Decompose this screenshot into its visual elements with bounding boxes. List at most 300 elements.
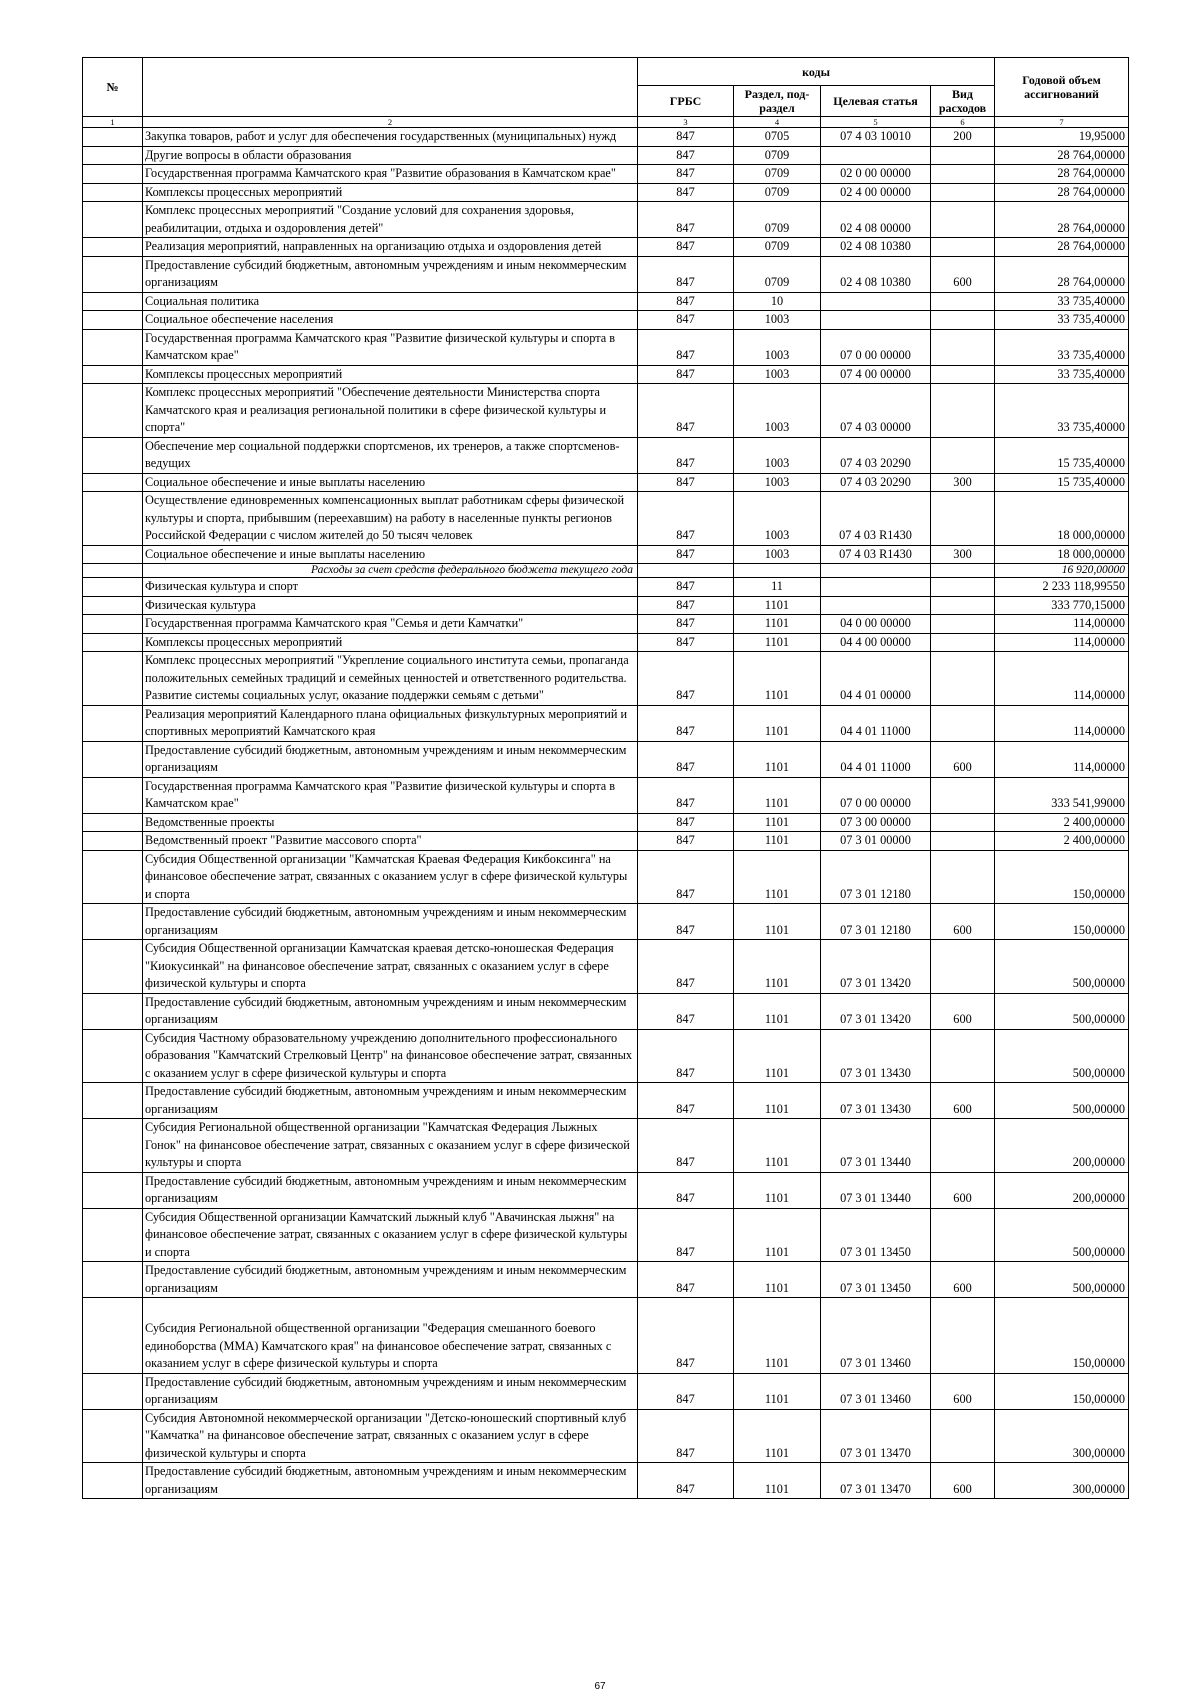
row-target-article-cell: 04 4 01 11000 xyxy=(821,741,931,777)
row-expense-type-cell xyxy=(931,850,995,904)
row-name-cell: Комплексы процессных мероприятий xyxy=(143,633,638,652)
row-grbs-cell xyxy=(638,564,734,578)
row-number-cell xyxy=(83,545,143,564)
table-row xyxy=(83,256,1129,292)
row-razdel-cell: 0705 xyxy=(734,128,821,147)
row-amount-cell: 33 735,40000 xyxy=(995,329,1129,365)
row-number-cell xyxy=(83,292,143,311)
table-row xyxy=(83,578,1129,597)
budget-table-sheet xyxy=(82,57,1128,1499)
header-target-article: Целевая статья xyxy=(821,86,931,117)
row-amount-cell: 500,00000 xyxy=(995,1262,1129,1298)
row-amount-cell: 114,00000 xyxy=(995,705,1129,741)
row-number-cell xyxy=(83,1463,143,1499)
table-row xyxy=(83,615,1129,634)
row-number-cell xyxy=(83,813,143,832)
table-row xyxy=(83,492,1129,546)
row-grbs-cell: 847 xyxy=(638,832,734,851)
row-number-cell xyxy=(83,256,143,292)
row-expense-type-cell xyxy=(931,832,995,851)
row-razdel-cell: 1101 xyxy=(734,1208,821,1262)
row-grbs-cell: 847 xyxy=(638,202,734,238)
row-amount-cell: 33 735,40000 xyxy=(995,365,1129,384)
table-row xyxy=(83,437,1129,473)
page-number: 67 xyxy=(594,1681,606,1692)
header-codes: коды xyxy=(638,58,995,86)
row-expense-type-cell xyxy=(931,238,995,257)
row-target-article-cell: 07 3 01 13440 xyxy=(821,1172,931,1208)
row-grbs-cell: 847 xyxy=(638,1298,734,1374)
row-number-cell xyxy=(83,1298,143,1374)
row-grbs-cell: 847 xyxy=(638,1119,734,1173)
column-number-5: 5 xyxy=(821,117,931,128)
header-annual-volume: Годовой объем ассигнований xyxy=(995,58,1129,117)
row-name-cell: Комплекс процессных мероприятий "Создание условий для сохранения здоровья, реабилитации, отдыха и оздоровления детей" xyxy=(143,202,638,238)
row-number-cell xyxy=(83,1262,143,1298)
table-row xyxy=(83,832,1129,851)
row-target-article-cell: 07 3 01 12180 xyxy=(821,850,931,904)
table-row xyxy=(83,1119,1129,1173)
row-grbs-cell: 847 xyxy=(638,384,734,438)
row-grbs-cell: 847 xyxy=(638,311,734,330)
row-target-article-cell xyxy=(821,578,931,597)
row-name-cell: Социальное обеспечение населения xyxy=(143,311,638,330)
row-expense-type-cell xyxy=(931,1208,995,1262)
table-row xyxy=(83,904,1129,940)
row-target-article-cell xyxy=(821,311,931,330)
row-grbs-cell: 847 xyxy=(638,329,734,365)
row-grbs-cell: 847 xyxy=(638,1463,734,1499)
row-amount-cell: 33 735,40000 xyxy=(995,311,1129,330)
row-grbs-cell: 847 xyxy=(638,741,734,777)
row-amount-cell: 333 541,99000 xyxy=(995,777,1129,813)
row-number-cell xyxy=(83,633,143,652)
row-razdel-cell: 1101 xyxy=(734,705,821,741)
row-number-cell xyxy=(83,652,143,706)
row-razdel-cell: 0709 xyxy=(734,165,821,184)
row-expense-type-cell xyxy=(931,1029,995,1083)
row-amount-cell: 300,00000 xyxy=(995,1463,1129,1499)
row-amount-cell: 500,00000 xyxy=(995,1208,1129,1262)
table-row xyxy=(83,146,1129,165)
row-amount-cell: 114,00000 xyxy=(995,652,1129,706)
row-target-article-cell: 07 4 03 R1430 xyxy=(821,492,931,546)
row-target-article-cell: 07 3 01 13460 xyxy=(821,1298,931,1374)
row-number-cell xyxy=(83,1172,143,1208)
row-razdel-cell: 1101 xyxy=(734,993,821,1029)
row-grbs-cell: 847 xyxy=(638,1083,734,1119)
row-name-cell: Социальное обеспечение и иные выплаты населению xyxy=(143,473,638,492)
row-target-article-cell: 07 4 03 10010 xyxy=(821,128,931,147)
row-number-cell xyxy=(83,596,143,615)
row-number-cell xyxy=(83,384,143,438)
row-amount-cell: 200,00000 xyxy=(995,1172,1129,1208)
row-amount-cell: 18 000,00000 xyxy=(995,492,1129,546)
row-name-cell: Реализация мероприятий Календарного плана официальных физкультурных мероприятий и спортивных мероприятий Камчатского края xyxy=(143,705,638,741)
row-razdel-cell: 1101 xyxy=(734,1083,821,1119)
row-grbs-cell: 847 xyxy=(638,813,734,832)
row-target-article-cell: 07 3 01 13430 xyxy=(821,1029,931,1083)
row-name-cell: Предоставление субсидий бюджетным, автономным учреждениям и иным некоммерческим организациям xyxy=(143,904,638,940)
row-number-cell xyxy=(83,492,143,546)
row-name-cell: Предоставление субсидий бюджетным, автономным учреждениям и иным некоммерческим организациям xyxy=(143,1083,638,1119)
row-grbs-cell: 847 xyxy=(638,904,734,940)
row-target-article-cell: 07 3 01 13460 xyxy=(821,1373,931,1409)
table-row xyxy=(83,165,1129,184)
row-amount-cell: 18 000,00000 xyxy=(995,545,1129,564)
table-row xyxy=(83,292,1129,311)
row-grbs-cell: 847 xyxy=(638,993,734,1029)
column-number-1: 1 xyxy=(83,117,143,128)
table-row xyxy=(83,652,1129,706)
row-razdel-cell: 1101 xyxy=(734,1409,821,1463)
row-target-article-cell: 07 3 01 00000 xyxy=(821,832,931,851)
row-target-article-cell: 07 3 01 13450 xyxy=(821,1208,931,1262)
row-razdel-cell: 1003 xyxy=(734,384,821,438)
row-target-article-cell: 07 3 01 13450 xyxy=(821,1262,931,1298)
row-name-cell: Комплексы процессных мероприятий xyxy=(143,183,638,202)
row-name-cell: Предоставление субсидий бюджетным, автономным учреждениям и иным некоммерческим организациям xyxy=(143,1262,638,1298)
row-expense-type-cell: 300 xyxy=(931,473,995,492)
row-target-article-cell xyxy=(821,596,931,615)
row-number-cell xyxy=(83,832,143,851)
row-grbs-cell: 847 xyxy=(638,437,734,473)
row-razdel-cell: 1003 xyxy=(734,329,821,365)
row-number-cell xyxy=(83,183,143,202)
table-row xyxy=(83,633,1129,652)
row-amount-cell: 15 735,40000 xyxy=(995,473,1129,492)
row-expense-type-cell xyxy=(931,384,995,438)
row-razdel-cell: 0709 xyxy=(734,238,821,257)
row-name-cell: Государственная программа Камчатского края "Развитие физической культуры и спорта в Камчатском крае" xyxy=(143,777,638,813)
row-target-article-cell: 04 4 01 11000 xyxy=(821,705,931,741)
row-name-cell: Комплекс процессных мероприятий "Обеспечение деятельности Министерства спорта Камчатского края и реализация региональной политики в сфере физической культуры и спорта" xyxy=(143,384,638,438)
row-expense-type-cell: 600 xyxy=(931,1083,995,1119)
row-grbs-cell: 847 xyxy=(638,1409,734,1463)
column-number-3: 3 xyxy=(638,117,734,128)
row-name-cell: Субсидия Региональной общественной организации "Федерация смешанного боевого единоборства (ММА) Камчатского края" на финансовое обеспечение затрат, связанных с оказанием услуг в сфере физической культуры и спорта xyxy=(143,1298,638,1374)
row-number-cell xyxy=(83,615,143,634)
row-razdel-cell: 1003 xyxy=(734,437,821,473)
row-expense-type-cell: 600 xyxy=(931,1262,995,1298)
table-row xyxy=(83,940,1129,994)
table-row xyxy=(83,596,1129,615)
row-target-article-cell: 07 4 03 20290 xyxy=(821,473,931,492)
row-number-cell xyxy=(83,850,143,904)
row-razdel-cell: 1003 xyxy=(734,311,821,330)
table-body xyxy=(83,128,1129,1499)
table-row xyxy=(83,183,1129,202)
table-row xyxy=(83,1262,1129,1298)
row-amount-cell: 114,00000 xyxy=(995,633,1129,652)
row-number-cell xyxy=(83,146,143,165)
row-name-cell: Субсидия Частному образовательному учреждению дополнительного профессионального образования "Камчатский Стрелковый Центр" на финансовое обеспечение затрат, связанных с оказанием услуг в сфере физической культуры и спорта xyxy=(143,1029,638,1083)
table-row xyxy=(83,993,1129,1029)
row-number-cell xyxy=(83,165,143,184)
row-name-cell: Государственная программа Камчатского края "Развитие образования в Камчатском крае" xyxy=(143,165,638,184)
row-name-cell: Другие вопросы в области образования xyxy=(143,146,638,165)
row-amount-cell: 33 735,40000 xyxy=(995,292,1129,311)
row-name-cell: Субсидия Региональной общественной организации "Камчатская Федерация Лыжных Гонок" на финансовое обеспечение затрат, связанных с оказанием услуг в сфере физической культуры и спорта xyxy=(143,1119,638,1173)
row-expense-type-cell xyxy=(931,437,995,473)
row-grbs-cell: 847 xyxy=(638,292,734,311)
row-target-article-cell: 07 4 03 20290 xyxy=(821,437,931,473)
row-number-cell xyxy=(83,365,143,384)
row-amount-cell: 28 764,00000 xyxy=(995,202,1129,238)
row-expense-type-cell xyxy=(931,578,995,597)
row-grbs-cell: 847 xyxy=(638,633,734,652)
row-target-article-cell: 02 0 00 00000 xyxy=(821,165,931,184)
row-razdel-cell: 1101 xyxy=(734,777,821,813)
row-expense-type-cell xyxy=(931,813,995,832)
row-target-article-cell: 02 4 08 10380 xyxy=(821,238,931,257)
row-grbs-cell: 847 xyxy=(638,473,734,492)
row-target-article-cell: 07 3 01 13470 xyxy=(821,1463,931,1499)
row-number-cell xyxy=(83,1119,143,1173)
row-amount-cell: 2 233 118,99550 xyxy=(995,578,1129,597)
row-expense-type-cell: 600 xyxy=(931,1373,995,1409)
row-number-cell xyxy=(83,777,143,813)
row-expense-type-cell xyxy=(931,311,995,330)
row-number-cell xyxy=(83,311,143,330)
column-number-4: 4 xyxy=(734,117,821,128)
column-number-6: 6 xyxy=(931,117,995,128)
row-name-cell: Субсидия Общественной организации "Камчатская Краевая Федерация Кикбоксинга" на финансовое обеспечение затрат, связанных с оказанием услуг в сфере физической культуры и спорта xyxy=(143,850,638,904)
row-razdel-cell: 1101 xyxy=(734,1373,821,1409)
row-expense-type-cell xyxy=(931,492,995,546)
row-name-cell: Предоставление субсидий бюджетным, автономным учреждениям и иным некоммерческим организациям xyxy=(143,1172,638,1208)
row-expense-type-cell xyxy=(931,365,995,384)
row-target-article-cell: 04 4 00 00000 xyxy=(821,633,931,652)
row-razdel-cell: 1101 xyxy=(734,1119,821,1173)
row-target-article-cell: 02 4 08 00000 xyxy=(821,202,931,238)
row-grbs-cell: 847 xyxy=(638,1373,734,1409)
row-amount-cell: 15 735,40000 xyxy=(995,437,1129,473)
row-expense-type-cell xyxy=(931,202,995,238)
row-grbs-cell: 847 xyxy=(638,615,734,634)
table-row xyxy=(83,545,1129,564)
row-razdel-cell: 10 xyxy=(734,292,821,311)
row-razdel-cell: 1101 xyxy=(734,1262,821,1298)
row-amount-cell: 114,00000 xyxy=(995,615,1129,634)
row-expense-type-cell: 600 xyxy=(931,256,995,292)
table-row xyxy=(83,1409,1129,1463)
row-razdel-cell: 1101 xyxy=(734,1298,821,1374)
row-amount-cell: 2 400,00000 xyxy=(995,813,1129,832)
table-row xyxy=(83,813,1129,832)
row-target-article-cell: 07 3 01 13420 xyxy=(821,940,931,994)
row-expense-type-cell xyxy=(931,1298,995,1374)
row-grbs-cell: 847 xyxy=(638,256,734,292)
row-number-cell xyxy=(83,329,143,365)
row-grbs-cell: 847 xyxy=(638,578,734,597)
row-amount-cell: 28 764,00000 xyxy=(995,256,1129,292)
row-grbs-cell: 847 xyxy=(638,1172,734,1208)
row-grbs-cell: 847 xyxy=(638,492,734,546)
row-amount-cell: 16 920,00000 xyxy=(995,564,1129,578)
row-grbs-cell: 847 xyxy=(638,777,734,813)
row-razdel-cell: 0709 xyxy=(734,202,821,238)
row-target-article-cell: 07 3 01 12180 xyxy=(821,904,931,940)
row-name-cell: Государственная программа Камчатского края "Семья и дети Камчатки" xyxy=(143,615,638,634)
row-amount-cell: 28 764,00000 xyxy=(995,146,1129,165)
row-amount-cell: 150,00000 xyxy=(995,850,1129,904)
header-expense-type: Вид расходов xyxy=(931,86,995,117)
row-number-cell xyxy=(83,1083,143,1119)
row-number-cell xyxy=(83,1373,143,1409)
row-grbs-cell: 847 xyxy=(638,850,734,904)
row-razdel-cell: 1003 xyxy=(734,492,821,546)
row-amount-cell: 19,95000 xyxy=(995,128,1129,147)
row-amount-cell: 150,00000 xyxy=(995,1373,1129,1409)
row-name-cell: Предоставление субсидий бюджетным, автономным учреждениям и иным некоммерческим организациям xyxy=(143,741,638,777)
table-row xyxy=(83,238,1129,257)
row-number-cell xyxy=(83,202,143,238)
row-name-cell: Физическая культура и спорт xyxy=(143,578,638,597)
header-grbs: ГРБС xyxy=(638,86,734,117)
row-target-article-cell: 04 0 00 00000 xyxy=(821,615,931,634)
row-number-cell xyxy=(83,940,143,994)
table-row xyxy=(83,311,1129,330)
row-target-article-cell: 07 4 00 00000 xyxy=(821,365,931,384)
row-grbs-cell: 847 xyxy=(638,545,734,564)
row-amount-cell: 33 735,40000 xyxy=(995,384,1129,438)
row-name-cell: Закупка товаров, работ и услуг для обеспечения государственных (муниципальных) нужд xyxy=(143,128,638,147)
row-target-article-cell: 07 0 00 00000 xyxy=(821,329,931,365)
row-expense-type-cell xyxy=(931,596,995,615)
row-expense-type-cell: 600 xyxy=(931,1172,995,1208)
row-expense-type-cell xyxy=(931,633,995,652)
row-grbs-cell: 847 xyxy=(638,365,734,384)
row-grbs-cell: 847 xyxy=(638,128,734,147)
row-expense-type-cell xyxy=(931,564,995,578)
row-target-article-cell: 02 4 00 00000 xyxy=(821,183,931,202)
table-row xyxy=(83,1029,1129,1083)
row-razdel-cell: 1101 xyxy=(734,596,821,615)
row-target-article-cell: 02 4 08 10380 xyxy=(821,256,931,292)
table-row xyxy=(83,329,1129,365)
row-amount-cell: 114,00000 xyxy=(995,741,1129,777)
row-grbs-cell: 847 xyxy=(638,146,734,165)
row-name-cell: Предоставление субсидий бюджетным, автономным учреждениям и иным некоммерческим организациям xyxy=(143,1463,638,1499)
table-row xyxy=(83,564,1129,578)
row-expense-type-cell xyxy=(931,705,995,741)
row-amount-cell: 300,00000 xyxy=(995,1409,1129,1463)
row-razdel-cell: 1003 xyxy=(734,365,821,384)
row-grbs-cell: 847 xyxy=(638,1262,734,1298)
row-name-cell: Комплексы процессных мероприятий xyxy=(143,365,638,384)
row-name-cell: Ведомственный проект "Развитие массового спорта" xyxy=(143,832,638,851)
row-number-cell xyxy=(83,578,143,597)
row-number-cell xyxy=(83,473,143,492)
row-number-cell xyxy=(83,993,143,1029)
row-expense-type-cell xyxy=(931,652,995,706)
row-expense-type-cell xyxy=(931,165,995,184)
row-expense-type-cell: 200 xyxy=(931,128,995,147)
row-target-article-cell: 07 4 03 00000 xyxy=(821,384,931,438)
row-name-cell: Обеспечение мер социальной поддержки спортсменов, их тренеров, а также спортсменов-ведущих xyxy=(143,437,638,473)
table-row xyxy=(83,777,1129,813)
budget-table xyxy=(82,57,1129,1499)
row-razdel-cell: 1101 xyxy=(734,832,821,851)
row-expense-type-cell xyxy=(931,1119,995,1173)
row-grbs-cell: 847 xyxy=(638,1029,734,1083)
row-amount-cell: 28 764,00000 xyxy=(995,238,1129,257)
table-row xyxy=(83,741,1129,777)
row-number-cell xyxy=(83,741,143,777)
row-razdel-cell: 1101 xyxy=(734,615,821,634)
row-razdel-cell: 1101 xyxy=(734,741,821,777)
row-razdel-cell: 1101 xyxy=(734,904,821,940)
row-grbs-cell: 847 xyxy=(638,596,734,615)
row-name-cell: Ведомственные проекты xyxy=(143,813,638,832)
row-amount-cell: 28 764,00000 xyxy=(995,183,1129,202)
row-expense-type-cell: 600 xyxy=(931,1463,995,1499)
row-expense-type-cell xyxy=(931,615,995,634)
row-name-cell: Реализация мероприятий, направленных на организацию отдыха и оздоровления детей xyxy=(143,238,638,257)
row-amount-cell: 333 770,15000 xyxy=(995,596,1129,615)
row-expense-type-cell xyxy=(931,1409,995,1463)
row-expense-type-cell xyxy=(931,329,995,365)
table-row xyxy=(83,1463,1129,1499)
row-razdel-cell: 1101 xyxy=(734,850,821,904)
table-row xyxy=(83,1083,1129,1119)
table-row xyxy=(83,473,1129,492)
row-expense-type-cell xyxy=(931,183,995,202)
row-grbs-cell: 847 xyxy=(638,238,734,257)
row-target-article-cell xyxy=(821,292,931,311)
row-target-article-cell xyxy=(821,564,931,578)
row-expense-type-cell: 600 xyxy=(931,904,995,940)
row-razdel-cell: 1101 xyxy=(734,1463,821,1499)
row-razdel-cell: 0709 xyxy=(734,183,821,202)
table-row xyxy=(83,850,1129,904)
row-name-cell: Субсидия Общественной организации Камчатский лыжный клуб "Авачинская лыжня" на финансовое обеспечение затрат, связанных с оказанием услуг в сфере физической культуры и спорта xyxy=(143,1208,638,1262)
row-amount-cell: 500,00000 xyxy=(995,940,1129,994)
row-razdel-cell: 1101 xyxy=(734,813,821,832)
row-number-cell xyxy=(83,128,143,147)
row-target-article-cell: 07 4 03 R1430 xyxy=(821,545,931,564)
row-number-cell xyxy=(83,1409,143,1463)
row-expense-type-cell xyxy=(931,940,995,994)
row-name-cell: Государственная программа Камчатского края "Развитие физической культуры и спорта в Камчатском крае" xyxy=(143,329,638,365)
row-razdel-cell: 0709 xyxy=(734,146,821,165)
row-name-cell: Комплекс процессных мероприятий "Укрепление социального института семьи, пропаганда положительных семейных традиций и семейных ценностей и ответственного родительства. Развитие системы социальных услуг, оказание поддержки семьям с детьми" xyxy=(143,652,638,706)
row-name-cell: Субсидия Общественной организации Камчатская краевая детско-юношеская Федерация "Киокусинкай" на финансовое обеспечение затрат, связанных с оказанием услуг в сфере физической культуры и спорта xyxy=(143,940,638,994)
row-amount-cell: 150,00000 xyxy=(995,1298,1129,1374)
header-name xyxy=(143,58,638,117)
row-expense-type-cell: 600 xyxy=(931,993,995,1029)
row-razdel-cell: 1003 xyxy=(734,473,821,492)
row-name-cell: Предоставление субсидий бюджетным, автономным учреждениям и иным некоммерческим организациям xyxy=(143,993,638,1029)
table-row xyxy=(83,365,1129,384)
row-razdel-cell: 11 xyxy=(734,578,821,597)
row-amount-cell: 200,00000 xyxy=(995,1119,1129,1173)
row-grbs-cell: 847 xyxy=(638,652,734,706)
row-number-cell xyxy=(83,705,143,741)
row-amount-cell: 150,00000 xyxy=(995,904,1129,940)
row-amount-cell: 500,00000 xyxy=(995,993,1129,1029)
row-grbs-cell: 847 xyxy=(638,705,734,741)
row-amount-cell: 28 764,00000 xyxy=(995,165,1129,184)
row-target-article-cell: 07 3 01 13430 xyxy=(821,1083,931,1119)
row-target-article-cell xyxy=(821,146,931,165)
row-razdel-cell: 1101 xyxy=(734,633,821,652)
row-name-cell: Предоставление субсидий бюджетным, автономным учреждениям и иным некоммерческим организациям xyxy=(143,256,638,292)
column-number-7: 7 xyxy=(995,117,1129,128)
header-number: № xyxy=(83,58,143,117)
row-grbs-cell: 847 xyxy=(638,165,734,184)
